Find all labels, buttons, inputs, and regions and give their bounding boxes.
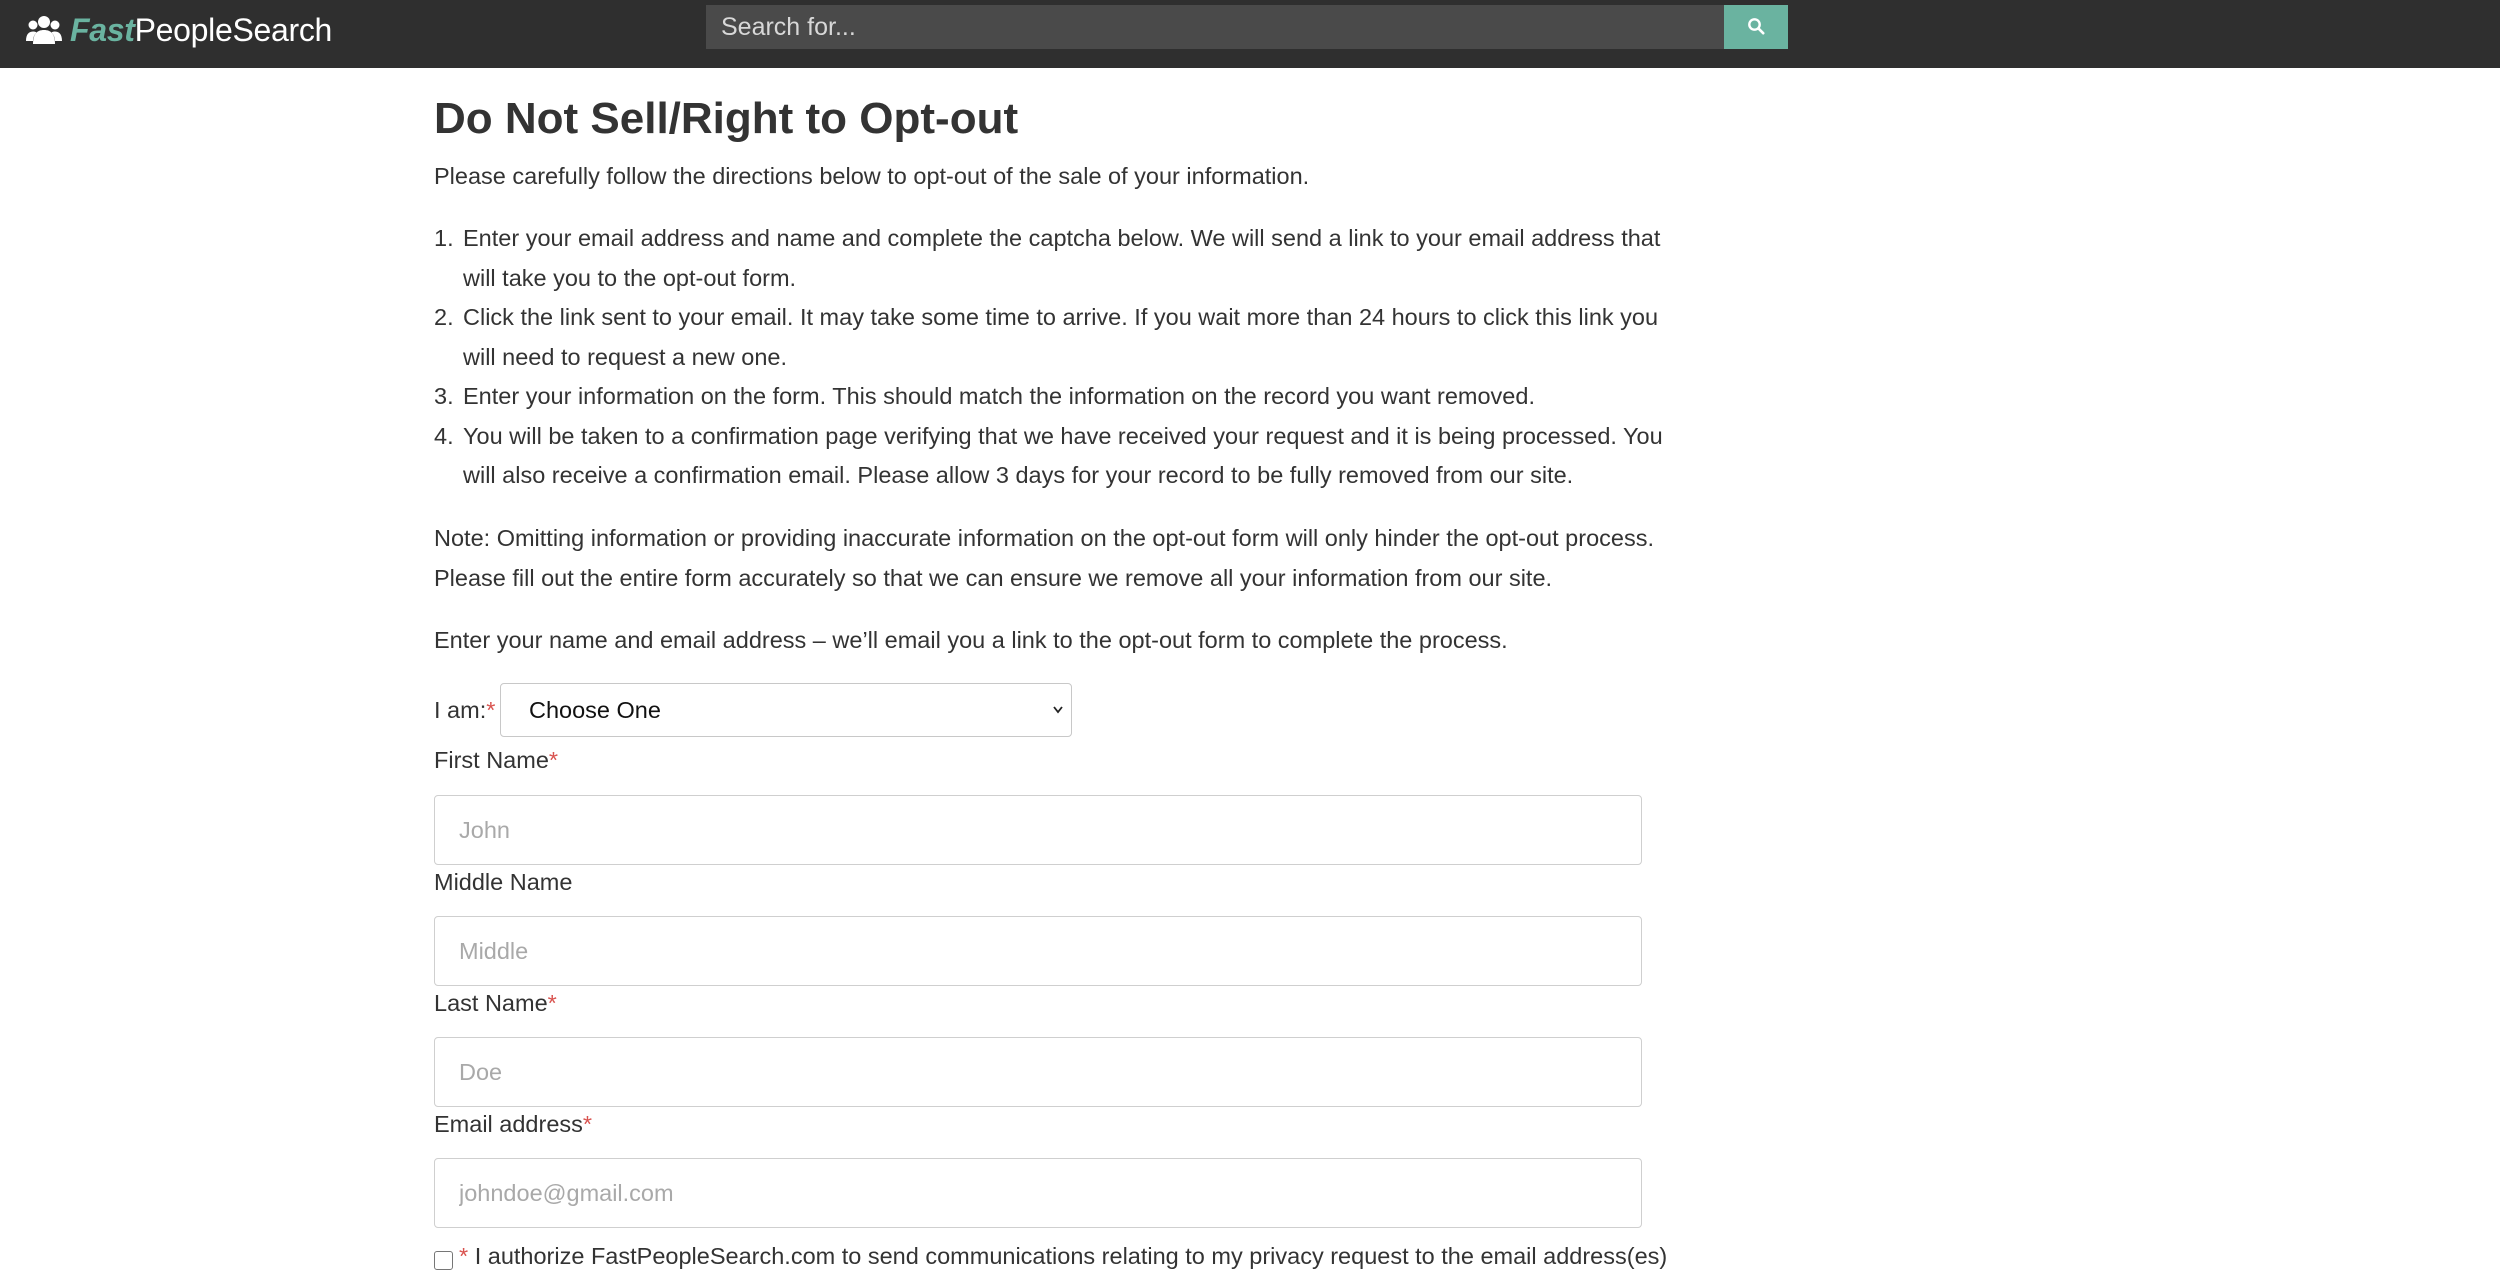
site-logo[interactable] [26, 8, 332, 52]
step-line: will also receive a confirmation email. Please allow 3 days for your record to be fully removed from our site. [463, 462, 1574, 488]
iam-select[interactable] [500, 683, 1072, 737]
required-mark: * [459, 1243, 469, 1269]
iam-label: I am:* [434, 697, 496, 723]
last-name-label: Last Name* [434, 990, 557, 1016]
required-mark: * [547, 990, 557, 1016]
email-label: Email address* [434, 1111, 593, 1137]
top-navbar [0, 0, 2500, 68]
required-mark: * [548, 747, 559, 773]
search-icon [1747, 17, 1765, 38]
step-number: 3. [434, 383, 454, 409]
email-input[interactable] [434, 1158, 1642, 1228]
last-name-input[interactable] [434, 1037, 1642, 1107]
search-button[interactable] [1724, 5, 1788, 49]
instructions-list [434, 219, 1663, 496]
chevron-down-icon [1051, 698, 1065, 728]
list-item [434, 298, 1663, 377]
first-name-label: First Name* [434, 747, 559, 773]
brand-peoplesearch: PeopleSearch [134, 11, 333, 48]
consent-checkbox[interactable] [434, 1251, 453, 1270]
required-mark: * [486, 697, 496, 723]
middle-name-label: Middle Name [434, 869, 573, 895]
first-name-input[interactable] [434, 795, 1642, 865]
list-item [434, 377, 1663, 417]
brand-fast: Fast [70, 11, 135, 48]
page-title: Do Not Sell/Right to Opt-out [434, 94, 1019, 143]
step-number: 4. [434, 422, 454, 449]
enter-prompt: Enter your name and email address – we’ll email you a link to the opt-out form to complete the process. [434, 627, 1508, 653]
note-line-1: Note: Omitting information or providing inaccurate information on the opt-out form will only hinder the opt-out process. [434, 525, 1654, 551]
step-line: Enter your email address and name and complete the captcha below. We will send a link to your email address that [463, 225, 1661, 251]
step-line: You will be taken to a confirmation page verifying that we have received your request and it is being processed. You [463, 422, 1663, 449]
required-mark: * [582, 1111, 593, 1137]
step-line: will take you to the opt-out form. [463, 264, 797, 291]
step-line: will need to request a new one. [463, 343, 787, 370]
step-number: 2. [434, 304, 454, 330]
step-line: Enter your information on the form. This should match the information on the record you want removed. [463, 383, 1535, 409]
iam-selected-value: Choose One [529, 696, 661, 723]
step-line: Click the link sent to your email. It may take some time to arrive. If you wait more than 24 hours to click this link you [463, 304, 1659, 330]
list-item [434, 417, 1663, 496]
users-icon [26, 14, 62, 46]
intro-text: Please carefully follow the directions below to opt-out of the sale of your information. [434, 163, 1310, 189]
middle-name-input[interactable] [434, 916, 1642, 986]
site-logo-text [70, 12, 332, 49]
search-input[interactable] [706, 5, 1724, 49]
step-number: 1. [434, 225, 454, 251]
consent-text: * I authorize FastPeopleSearch.com to send communications relating to my privacy request to the email address(es) [459, 1243, 1668, 1269]
note-line-2: Please fill out the entire form accurately so that we can ensure we remove all your information from our site. [434, 565, 1553, 591]
list-item [434, 219, 1663, 298]
